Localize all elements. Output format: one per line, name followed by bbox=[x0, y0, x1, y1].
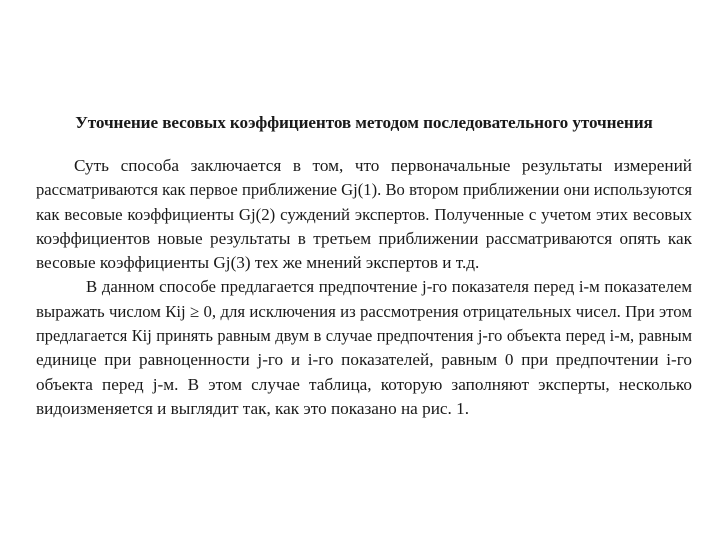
paragraph-line: коэффициентов новые результаты в третьем приближении рассматриваются опять как bbox=[36, 228, 692, 248]
paragraph-line: весовые коэффициенты Gj(3) тех же мнений экспертов и т.д. bbox=[36, 253, 480, 273]
paragraph-1 bbox=[36, 154, 692, 275]
paragraph-line: как весовые коэффициенты Gj(2) суждений экспертов. Полученные с учетом этих весовых bbox=[36, 204, 692, 224]
paragraph-2 bbox=[36, 275, 692, 421]
paragraph-line: видоизменяется и выглядит так, как это показано на рис. 1. bbox=[36, 398, 470, 418]
paragraph-line: Суть способа заключается в том, что первоначальные результаты измерений bbox=[74, 156, 692, 175]
paragraph-line: рассматриваются как первое приближение Gj(1). Во втором приближении они используются bbox=[36, 180, 692, 200]
paragraph-line: единице при равноценности j-го и i-го показателей, равным 0 при предпочтении i-го bbox=[36, 350, 692, 370]
paragraph-line: В данном способе предлагается предпочтение j-го показателя перед i-м показателем bbox=[86, 277, 692, 297]
document-title: Уточнение весовых коэффициентов методом последовательного уточнения bbox=[75, 113, 653, 132]
paragraph-line: выражать числом Кij ≥ 0, для исключения из рассмотрения отрицательных чисел. При этом bbox=[36, 301, 692, 321]
paragraph-line: предлагается Кij принять равным двум в случае предпочтения j-го объекта перед i-м, равным bbox=[36, 326, 692, 346]
paragraph-line: объекта перед j-м. В этом случае таблица, которую заполняют эксперты, несколько bbox=[36, 374, 692, 394]
document-page bbox=[36, 112, 692, 421]
